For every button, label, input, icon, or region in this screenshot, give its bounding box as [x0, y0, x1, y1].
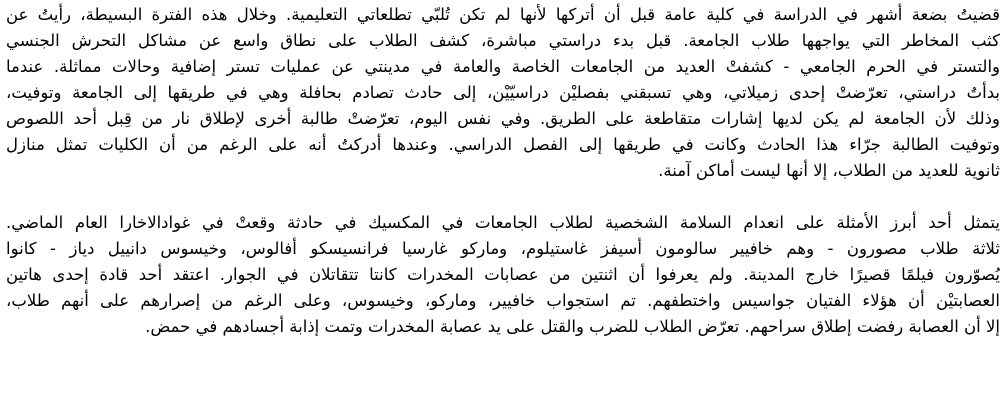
text-line: العصابتيْن أن هؤلاء الفتيان جواسيس واختطفهم. تم استجواب خافيير، وماركو، وخيسوس، وعلى الرغم من إصرارهم على أنهم طلاب، — [6, 291, 1000, 310]
text-line: ثانوية للعديد من الطلاب، إلا أنها ليست أماكن آمنة. — [658, 161, 1000, 180]
text-line: وتوفيت الطالبة جرّاء هذا الحادث وكانت في طريقها إلى الفصل الدراسي. وعندها أدركتُ أنه على الرغم من أن الكليات تمثل منازل — [6, 135, 1000, 154]
text-line: بدأتُ دراستي، تعرّضتْ إحدى زميلاتي، وهي تسبقني بفصليْن دراسيّيْن، إلى حادث تصادم بحافلة وهي في طريقها إلى الجامعة وتوفيت، — [6, 83, 1000, 102]
paragraph-campus-safety — [6, 2, 1000, 184]
paragraph-guadalajara-incident — [6, 210, 1000, 340]
text-line: والتستر في الحرم الجامعي - كشفتْ العديد من الجامعات الخاصة والعامة في مدينتي عن عمليات تستر إضافية وحالات مماثلة. عندما — [6, 57, 1000, 76]
text-line: قضيتُ بضعة أشهر في الدراسة في كلية عامة قبل أن أتركها لأنها لم تكن تُلبّي تطلعاتي التعليمية. وخلال هذه الفترة البسيطة، رأيتُ عن — [6, 5, 1000, 24]
text-line: كثب المخاطر التي يواجهها طلاب الجامعة. قبل بدء دراستي مباشرة، كشف الطلاب على نطاق واسع عن مشاكل التحرش الجنسي — [6, 31, 1000, 50]
paragraph-gap — [6, 184, 1000, 210]
text-line: يتمثل أحد أبرز الأمثلة على انعدام السلامة الشخصية لطلاب الجامعات في المكسيك في حادثة وقعتْ في غوادالاخارا العام الماضي. — [6, 213, 1000, 232]
text-line: يُصوّرون فيلمًا قصيرًا خارج المدينة. ولم يعرفوا أن اثنتين من عصابات المخدرات كانتا تتقاتلان في الجوار. اعتقد أحد قادة إحدى هاتين — [6, 265, 1000, 284]
text-line: وذلك لأن الجامعة لم يكن لديها إشارات متقاطعة على الطريق. وفي نفس اليوم، تعرّضتْ طالبة أخرى لإطلاق نار من قِبل أحد اللصوص — [6, 109, 1000, 128]
text-line: إلا أن العصابة رفضت إطلاق سراحهم. تعرّض الطلاب للضرب والقتل على يد عصابة المخدرات وتمت إذابة أجسادهم في حمض. — [145, 317, 1000, 336]
text-line: ثلاثة طلاب مصورون - وهم خافيير سالومون أسيفز غاستيلوم، وماركو غارسيا فرانسيسكو أفالوس، وخيسوس دانييل دياز - كانوا — [6, 239, 1000, 258]
